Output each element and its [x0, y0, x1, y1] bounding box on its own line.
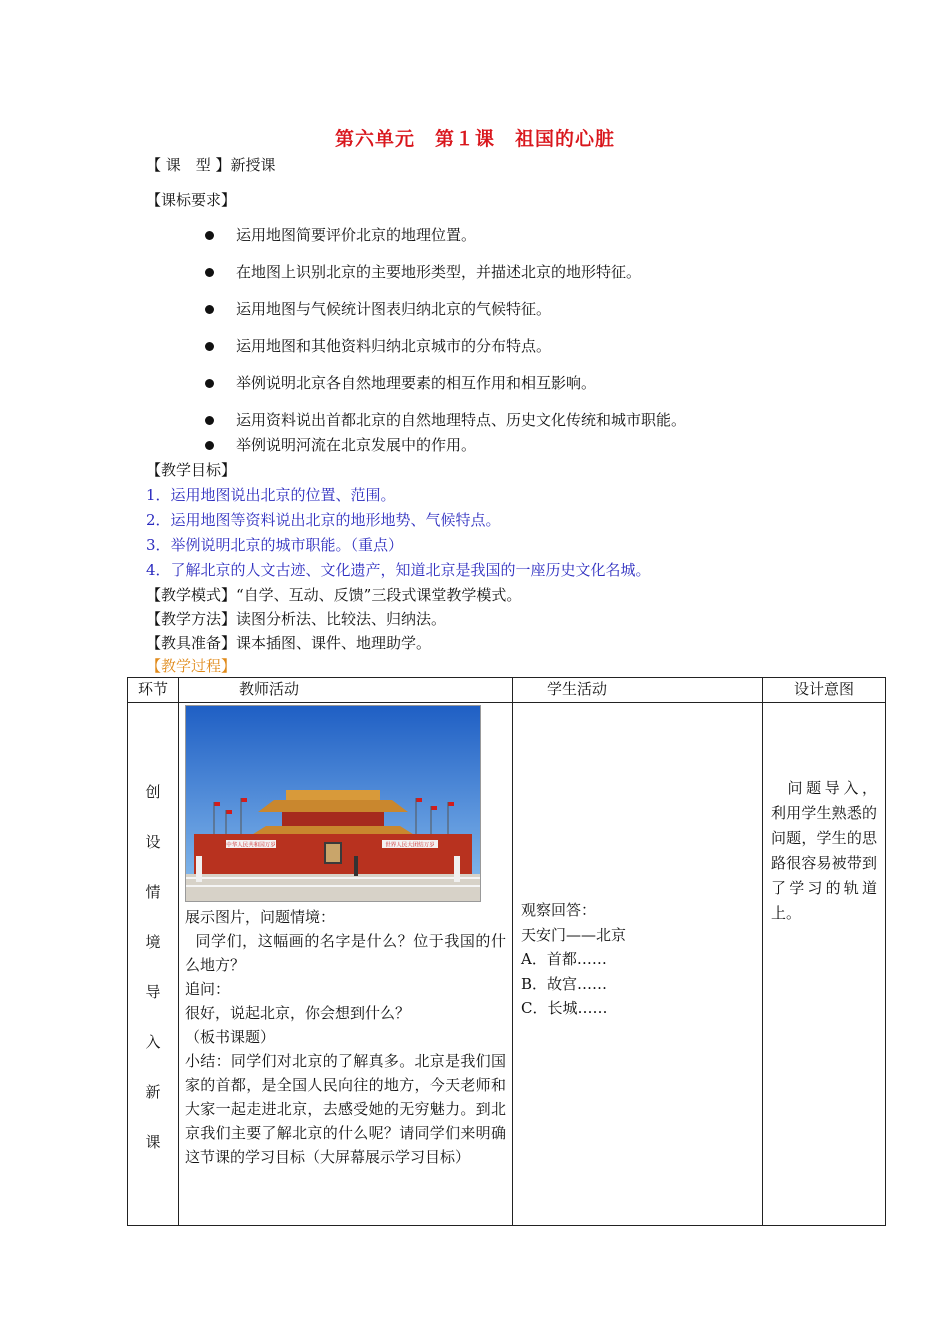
teaching-method: 【教学方法】读图分析法、比较法、归纳法。	[146, 610, 447, 628]
standard-item: 举例说明河流在北京发展中的作用。	[205, 434, 476, 455]
standard-item: 运用地图与气候统计图表归纳北京的气候特征。	[205, 298, 551, 319]
student-activity-cell: 观察回答： 天安门——北京 A．首都…… B．故宫…… C．长城……	[513, 703, 763, 1226]
page-title: 第六单元 第１课 祖国的心脏	[334, 128, 615, 150]
left-banner-text: 中华人民共和国万岁	[226, 842, 276, 849]
design-intent-cell: 问题导入，利用学生熟悉的问题，学生的思路很容易被带到了学习的轨道上。	[763, 703, 886, 1226]
bullet-icon	[205, 342, 214, 351]
header-design: 设计意图	[763, 678, 886, 703]
table-row	[128, 703, 886, 1226]
standard-item: 举例说明北京各自然地理要素的相互作用和相互影响。	[205, 372, 596, 393]
goal-item: 2．运用地图等资料说出北京的地形地势、气候特点。	[146, 511, 501, 529]
process-table	[127, 677, 886, 1226]
bullet-icon	[205, 379, 214, 388]
lesson-type: 【 课 型 】新授课	[146, 156, 276, 174]
goal-item: 1．运用地图说出北京的位置、范围。	[146, 486, 396, 504]
standard-item: 在地图上识别北京的主要地形类型，并描述北京的地形特征。	[205, 261, 641, 282]
bullet-icon	[205, 268, 214, 277]
standards-heading: 【课标要求】	[146, 191, 237, 209]
standard-item: 运用地图简要评价北京的地理位置。	[205, 224, 476, 245]
bullet-icon	[205, 231, 214, 240]
teacher-activity-cell: 中华人民共和国万岁 世界人民大团结万岁 展示图片，问题情境： 同学们，这幅画的名字是什么？位于我国的什么地方？ 追问： 很好，说起北京，你会想到什么？ （板书课题） 小结：同学们对北京的了解真多。北京是我们国家的首都，是全国人民向往的地方，今天老师和大家一起走进北京，去感受她的无穷魅力。到北京我们主要了解北京的什么呢？请同学们来明确这节课的学习目标（大屏幕展示学习目标）	[179, 703, 513, 1226]
right-banner-text: 世界人民大团结万岁	[385, 842, 435, 849]
process-heading: 【教学过程】	[146, 657, 237, 675]
goal-item: 4．了解北京的人文古迹、文化遗产，知道北京是我国的一座历史文化名城。	[146, 561, 651, 579]
bullet-icon	[205, 441, 214, 450]
stage-cell: 创 设 情 境 导 入 新 课	[128, 703, 179, 1226]
goals-heading: 【教学目标】	[146, 461, 237, 479]
header-teacher: 教师活动	[179, 678, 513, 703]
standard-item: 运用地图和其他资料归纳北京城市的分布特点。	[205, 335, 551, 356]
teaching-mode: 【教学模式】“自学、互动、反馈”三段式课堂教学模式。	[146, 586, 522, 604]
bullet-icon	[205, 305, 214, 314]
bullet-icon	[205, 416, 214, 425]
tiananmen-photo	[185, 705, 481, 902]
goal-item: 3．举例说明北京的城市职能。（重点）	[146, 536, 404, 554]
teaching-tools: 【教具准备】课本插图、课件、地理助学。	[146, 634, 432, 652]
table-header-row	[128, 678, 886, 703]
standard-item: 运用资料说出首都北京的自然地理特点、历史文化传统和城市职能。	[205, 409, 686, 430]
header-stage: 环节	[128, 678, 179, 703]
header-student: 学生活动	[513, 678, 763, 703]
